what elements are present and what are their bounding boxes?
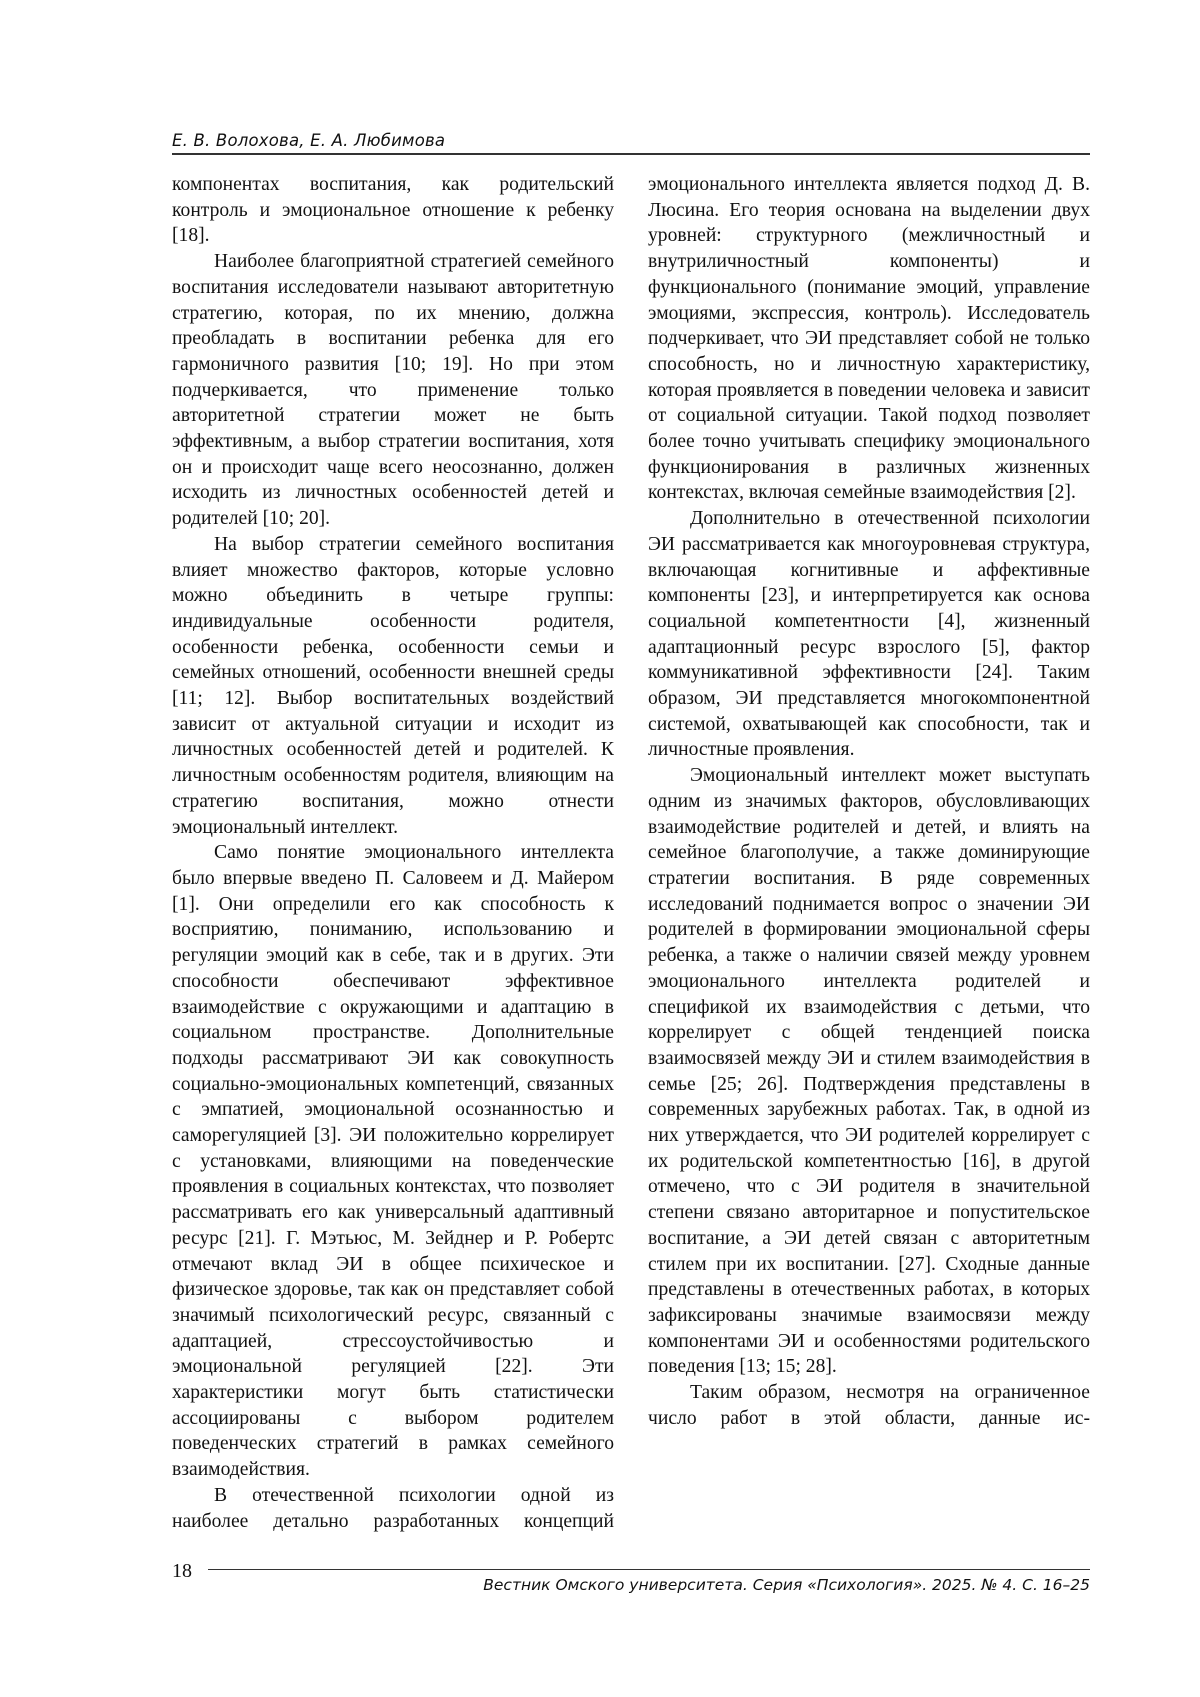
- left-column: [172, 172, 614, 1534]
- page-number: 18: [172, 1560, 192, 1582]
- paragraph: компонентах воспитания, как родительский контроль и эмоциональное отношение к ребенку [18].: [172, 174, 614, 247]
- footer-divider: [208, 1569, 1090, 1570]
- paragraph: На выбор стратегии семейного воспитания влияет множество факторов, которые условно можно объединить в четыре группы: индивидуальные особенности родителя, особенности ребенка, особенности семьи и семейных отношений, особенности внешней среды [11; 12]. Выбор воспитательных воздействий зависит от актуальной ситуации и исходит из личностных особенностей детей и родителей. К личностным особенностям родителя, влияющим на стратегию воспитания, можно отнести эмоциональный интеллект.: [172, 533, 614, 838]
- right-column: [648, 172, 1090, 1431]
- paragraph: Таким образом, несмотря на ограниченное число работ в этой области, данные ис-: [648, 1382, 1090, 1429]
- paragraph: Наиболее благоприятной стратегией семейного воспитания исследователи называют авторитетную стратегию, которая, по их мнению, должна преобладать в воспитании ребенка для его гармоничного развития [10; 19]. Но при этом подчеркивается, что применение только авторитетной стратегии может не быть эффективным, а выбор стратегии воспитания, хотя он и происходит чаще всего неосознанно, должен исходить из личностных особенностей детей и родителей [10; 20].: [172, 251, 614, 530]
- paragraph: Дополнительно в отечественной психологии ЭИ рассматривается как многоуровневая структура, включающая когнитивные и аффективные компоненты [23], и интерпретируется как основа социальной компетентности [4], жизненный адаптационный ресурс взрослого [5], фактор коммуникативной эффективности [24]. Таким образом, ЭИ представляется многокомпонентной системой, охватывающей как способности, так и личностные проявления.: [648, 508, 1090, 761]
- paragraph: В отечественной психологии одной из наиболее детально разработанных концепций: [172, 1484, 614, 1532]
- paragraph: Эмоциональный интеллект может выступать одним из значимых факторов, обусловливающих взаимодействие родителей и детей, и влиять на семейное благополучие, а также доминирующие стратегии воспитания. В ряде современных исследований поднимается вопрос о значении ЭИ родителей в формировании эмоциональной сферы ребенка, а также о наличии связей между уровнем эмоционального интеллекта родителей и спецификой их взаимодействия с детьми, что коррелирует с общей тенденцией поиска взаимосвязей между ЭИ и стилем взаимодействия в семье [25; 26]. Подтверждения представлены в современных зарубежных работах. Так, в одной из них утверждается, что ЭИ родителей коррелирует с их родительской компетентностью [16], в другой отмечено, что с ЭИ родителя в значительной степени связано авторитарное и попустительское воспитание, а ЭИ детей связан с авторитетным стилем при их воспитании. [27]. Сходные данные представлены в отечественных работах, в которых зафиксированы значимые взаимосвязи между компонентами ЭИ и особенностями родительского поведения [13; 15; 28].: [648, 765, 1090, 1378]
- paragraph: Само понятие эмоционального интеллекта было впервые введено П. Саловеем и Д. Майером [1]. Они определили его как способность к восприятию, пониманию, использованию и регуляции эмоций как в себе, так и в других. Эти способности обеспечивают эффективное взаимодействие с окружающими и адаптацию в социальном пространстве. Дополнительные подходы рассматривают ЭИ как совокупность социально-эмоциональных компетенций, связанных с эмпатией, эмоциональной осознанностью и саморегуляцией [3]. ЭИ положительно коррелирует с установками, влияющими на поведенческие проявления в социальных контекстах, что позволяет рассматривать его как универсальный адаптивный ресурс [21]. Г. Мэтьюс, М. Зейднер и Р. Робертс отмечают вклад ЭИ в общее психическое и физическое здоровье, так как он представляет собой значимый психологический ресурс, связанный с адаптацией, стрессоустойчивостью и эмоциональной регуляцией [22]. Эти характеристики могут быть статистически ассоциированы с выбором родителем поведенческих стратегий в рамках семейного взаимодействия.: [172, 842, 614, 1481]
- running-head-authors: Е. В. Волохова, Е. А. Любимова: [172, 131, 1090, 155]
- footer-journal-citation: Вестник Омского университета. Серия «Психология». 2025. № 4. С. 16–25: [483, 1576, 1090, 1594]
- paragraph: эмоционального интеллекта является подход Д. В. Люсина. Его теория основана на выделении двух уровней: структурного (межличностный и внутриличностный компоненты) и функционального (понимание эмоций, управление эмоциями, экспрессия, контроль). Исследователь подчеркивает, что ЭИ представляет собой не только способность, но и личностную характеристику, которая проявляется в поведении человека и зависит от социальной ситуации. Такой подход позволяет более точно учитывать специфику эмоционального функционирования в различных жизненных контекстах, включая семейные взаимодействия [2].: [648, 174, 1090, 504]
